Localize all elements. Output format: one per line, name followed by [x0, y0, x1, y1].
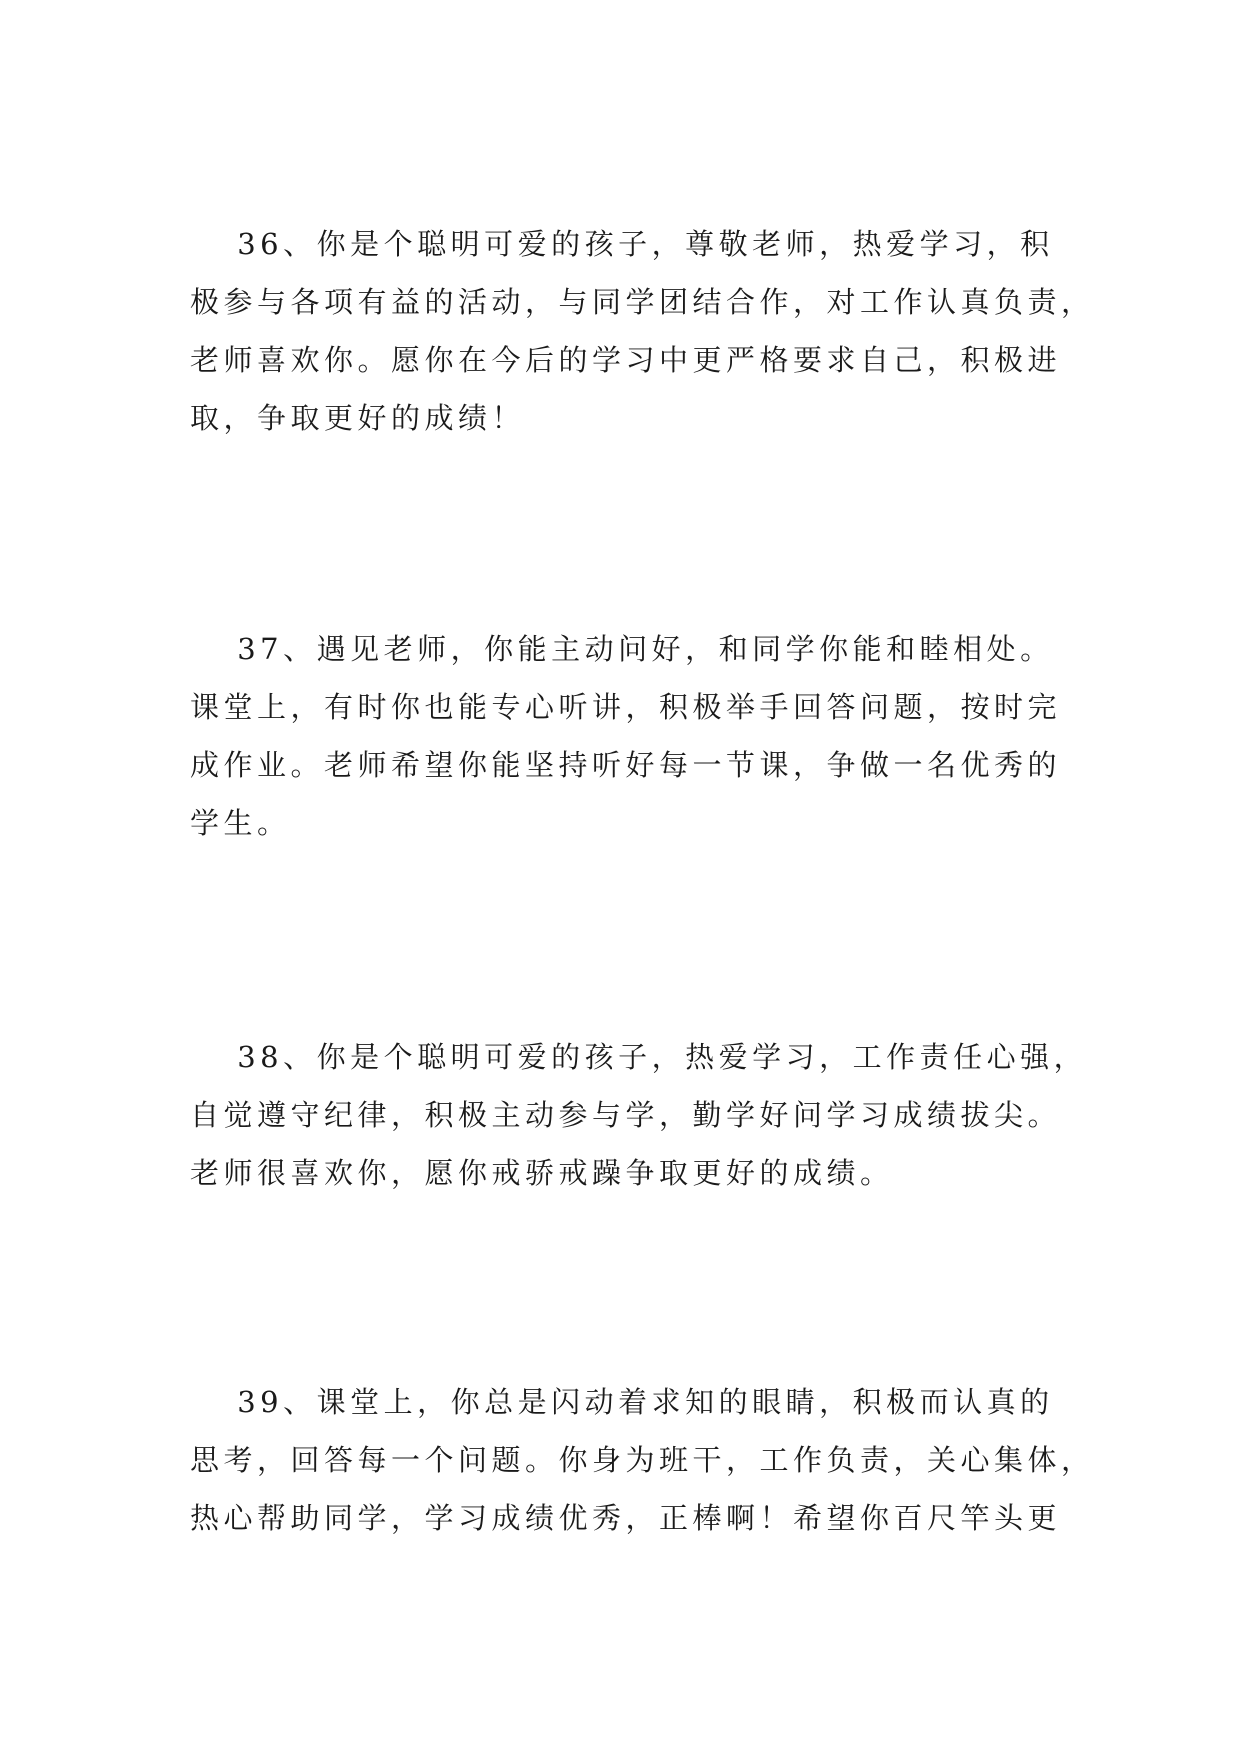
- paragraph-line: 39、课堂上，你总是闪动着求知的眼睛，积极而认真的: [190, 1385, 1054, 1419]
- paragraph-line: 老师喜欢你。愿你在今后的学习中更严格要求自己，积极进: [190, 343, 1062, 377]
- paragraph-line: 老师很喜欢你，愿你戒骄戒躁争取更好的成绩。: [190, 1156, 894, 1190]
- paragraph-line: 取，争取更好的成绩！: [190, 401, 526, 435]
- paragraph-36: [190, 215, 1095, 447]
- paragraph-39: [190, 1373, 1095, 1547]
- paragraph-38: [190, 1028, 1088, 1202]
- paragraph-line: 36、你是个聪明可爱的孩子，尊敬老师，热爱学习，积: [190, 227, 1054, 261]
- paragraph-line: 自觉遵守纪律，积极主动参与学，勤学好问学习成绩拔尖。: [190, 1098, 1062, 1132]
- paragraph-line: 38、你是个聪明可爱的孩子，热爱学习，工作责任心强，: [190, 1040, 1088, 1074]
- paragraph-line: 成作业。老师希望你能坚持听好每一节课，争做一名优秀的: [190, 748, 1062, 782]
- paragraph-37: [190, 620, 1070, 852]
- paragraph-line: 学生。: [190, 806, 291, 840]
- paragraph-line: 37、遇见老师，你能主动问好，和同学你能和睦相处。: [190, 632, 1054, 666]
- paragraph-line: 极参与各项有益的活动，与同学团结合作，对工作认真负责，: [190, 285, 1095, 319]
- paragraph-line: 思考，回答每一个问题。你身为班干，工作负责，关心集体，: [190, 1443, 1095, 1477]
- paragraph-line: 热心帮助同学，学习成绩优秀，正棒啊！希望你百尺竿头更: [190, 1501, 1062, 1535]
- paragraph-line: 课堂上，有时你也能专心听讲，积极举手回答问题，按时完: [190, 690, 1062, 724]
